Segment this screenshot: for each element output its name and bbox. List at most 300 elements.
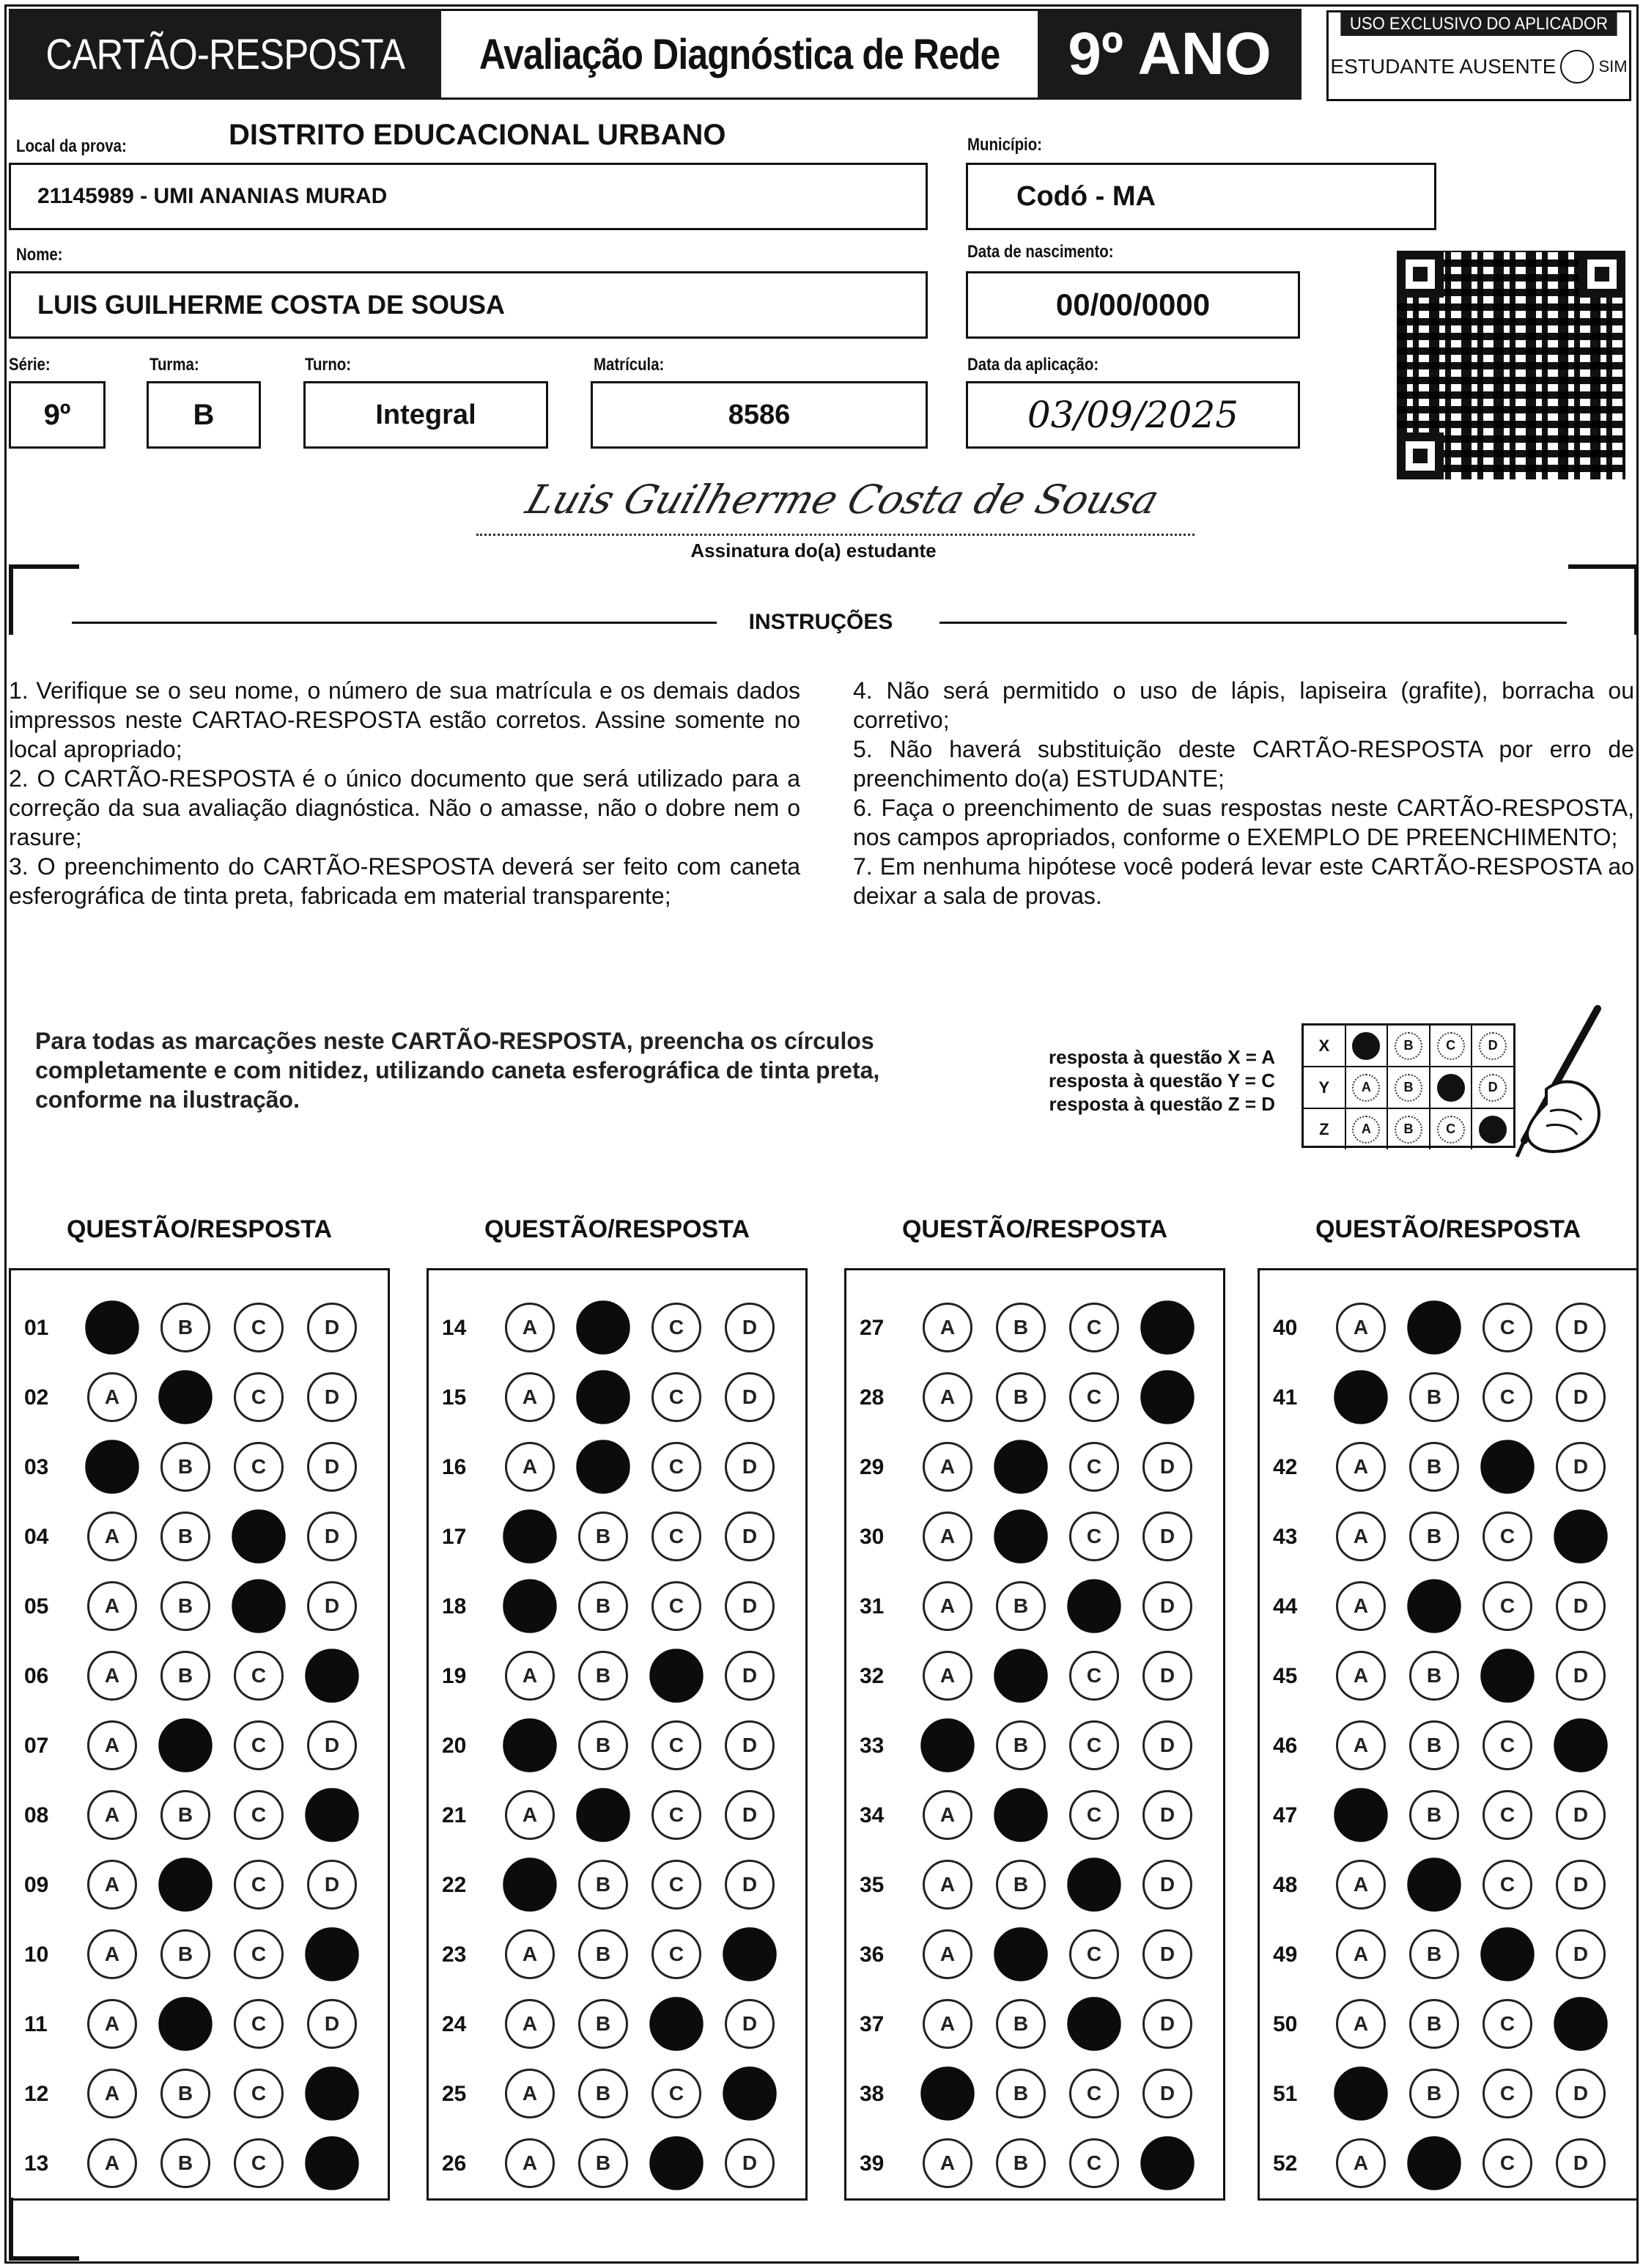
answer-bubble[interactable]: A (87, 1929, 137, 1979)
answer-bubble[interactable]: A (87, 2069, 137, 2118)
question-number: 42 (1273, 1455, 1298, 1479)
answer-bubble[interactable]: C (234, 1790, 284, 1840)
answer-bubble[interactable]: C (1069, 2138, 1119, 2188)
answer-bubble[interactable]: A (505, 1372, 555, 1422)
serie-label: Série: (9, 355, 51, 375)
answer-bubble[interactable]: A (87, 1720, 137, 1770)
question-number: 06 (24, 1664, 49, 1688)
answer-bubble[interactable]: A (1336, 1512, 1386, 1561)
answer-bubble[interactable]: D (307, 1512, 357, 1561)
answer-bubble[interactable]: B (1409, 1999, 1459, 2049)
matricula-label: Matrícula: (594, 355, 665, 375)
answer-bubble-filled[interactable] (994, 1440, 1047, 1493)
answer-bubble[interactable]: C (651, 1929, 701, 1979)
answer-bubble[interactable]: D (1142, 1442, 1192, 1492)
answer-bubble[interactable]: C (1069, 2069, 1119, 2118)
answer-bubble-filled[interactable] (158, 1370, 212, 1424)
answer-bubble[interactable]: D (1142, 1790, 1192, 1840)
example-bubble: A (1352, 1116, 1380, 1144)
answer-bubble-filled[interactable] (1407, 1300, 1461, 1354)
answer-bubble[interactable]: C (234, 1860, 284, 1910)
answer-bubble[interactable]: D (1556, 1790, 1606, 1840)
answer-bubble[interactable]: B (996, 1372, 1046, 1422)
instruction-item: 2. O CARTÃO-RESPOSTA é o único documento que será utilizado para a correção da sua avaliação diagnóstica. Não o amasse, não o dobre nem o rasure; (9, 765, 800, 850)
example-legend (1033, 1045, 1275, 1116)
answer-bubble[interactable]: C (234, 1929, 284, 1979)
local-value: 21145989 - UMI ANANIAS MURAD (37, 184, 388, 208)
answer-bubble[interactable]: C (1069, 1720, 1119, 1770)
answer-bubble-filled[interactable] (503, 1579, 556, 1632)
answer-bubble[interactable]: A (87, 1512, 137, 1561)
answer-bubble[interactable]: A (1336, 2138, 1386, 2188)
answer-bubble[interactable]: B (160, 1581, 210, 1631)
question-number: 27 (860, 1316, 885, 1340)
answer-bubble[interactable]: C (651, 1372, 701, 1422)
answer-bubble[interactable]: C (234, 1303, 284, 1352)
question-number: 38 (860, 2082, 885, 2106)
question-number: 14 (442, 1316, 467, 1340)
question-row (11, 1926, 388, 1985)
answer-bubble[interactable]: D (1556, 1303, 1606, 1352)
column-title: QUESTÃO/RESPOSTA (901, 1215, 1168, 1243)
answer-bubble[interactable]: A (87, 1372, 137, 1422)
answer-bubble[interactable]: A (923, 1372, 972, 1422)
answer-bubble[interactable]: C (651, 2069, 701, 2118)
answer-bubble[interactable]: A (505, 1651, 555, 1701)
question-row (11, 1369, 388, 1428)
answer-bubble[interactable]: B (578, 2138, 628, 2188)
question-number: 40 (1273, 1316, 1298, 1340)
example-cell (1430, 1067, 1473, 1108)
answer-bubble[interactable]: A (87, 1581, 137, 1631)
question-row (11, 1578, 388, 1637)
answer-column (844, 1268, 1225, 2201)
applicator-title: USO EXCLUSIVO DO APLICADOR (1340, 12, 1617, 36)
answer-bubble[interactable]: D (1142, 1929, 1192, 1979)
question-row (1260, 1717, 1636, 1776)
answer-bubble[interactable]: C (1483, 1720, 1532, 1770)
answer-bubble[interactable]: D (725, 2138, 775, 2188)
answer-bubble[interactable]: A (923, 1303, 972, 1352)
answer-bubble[interactable]: D (725, 1651, 775, 1701)
answer-bubble[interactable]: D (307, 1720, 357, 1770)
answer-bubble[interactable]: C (1483, 1999, 1532, 2049)
question-number: 07 (24, 1734, 49, 1758)
answer-bubble-filled[interactable] (723, 2066, 776, 2120)
answer-bubble[interactable]: A (923, 1929, 972, 1979)
answer-bubble[interactable]: B (578, 2069, 628, 2118)
answer-bubble-filled[interactable] (503, 1718, 556, 1772)
question-number: 51 (1273, 2082, 1298, 2106)
answer-bubble[interactable]: D (1556, 1442, 1606, 1492)
serie-field (9, 381, 106, 449)
answer-bubble[interactable]: C (1069, 1442, 1119, 1492)
question-number: 10 (24, 1943, 49, 1967)
answer-bubble[interactable]: D (725, 1512, 775, 1561)
question-number: 05 (24, 1594, 49, 1619)
question-row (1260, 2135, 1636, 2194)
answer-bubble[interactable]: D (1142, 1651, 1192, 1701)
answer-bubble-filled[interactable] (1480, 1649, 1534, 1702)
answer-bubble[interactable]: A (505, 1790, 555, 1840)
question-number: 37 (860, 2012, 885, 2036)
qr-finder-tl (1397, 251, 1444, 298)
example-bubble: A (1352, 1074, 1380, 1102)
answer-bubble[interactable]: C (1483, 1372, 1532, 1422)
answer-bubble[interactable]: B (578, 1581, 628, 1631)
aplicacao-label: Data da aplicação: (967, 355, 1099, 375)
answer-bubble[interactable]: A (1336, 1651, 1386, 1701)
answer-bubble[interactable]: C (234, 2069, 284, 2118)
answer-bubble-filled[interactable] (305, 2066, 358, 2120)
turma-label: Turma: (149, 355, 199, 375)
answer-bubble[interactable]: B (996, 1860, 1046, 1910)
answer-bubble[interactable]: B (996, 1720, 1046, 1770)
question-row (429, 1648, 805, 1706)
answer-bubble-filled[interactable] (920, 2066, 974, 2120)
answer-bubble[interactable]: A (1336, 1860, 1386, 1910)
column-title: QUESTÃO/RESPOSTA (1315, 1215, 1581, 1243)
answer-bubble[interactable]: B (578, 1651, 628, 1701)
answer-bubble-filled[interactable] (158, 1858, 212, 1911)
question-number: 30 (860, 1525, 885, 1549)
example-bubble (1352, 1032, 1380, 1060)
header-subtitle: Avaliação Diagnóstica de Rede (479, 30, 1000, 78)
answer-bubble[interactable]: A (923, 1860, 972, 1910)
answer-bubble[interactable]: C (1069, 1929, 1119, 1979)
question-row (429, 1787, 805, 1846)
answer-bubble[interactable]: C (1483, 1860, 1532, 1910)
answer-bubble-filled[interactable] (994, 1509, 1047, 1563)
instructions-left (9, 676, 800, 910)
question-row (1260, 1300, 1636, 1358)
answer-bubble[interactable]: D (307, 1999, 357, 2049)
answer-bubble-filled[interactable] (1067, 1858, 1120, 1911)
answer-bubble[interactable]: D (307, 1372, 357, 1422)
question-number: 33 (860, 1734, 885, 1758)
answer-bubble[interactable]: A (505, 1999, 555, 2049)
answer-bubble-filled[interactable] (920, 1718, 974, 1772)
answer-bubble-filled[interactable] (723, 1927, 776, 1981)
answer-bubble[interactable]: C (1483, 2138, 1532, 2188)
question-number: 09 (24, 1873, 49, 1897)
answer-bubble-filled[interactable] (1334, 1370, 1387, 1424)
answer-bubble[interactable]: B (160, 1303, 210, 1352)
example-bubble: C (1437, 1032, 1465, 1060)
answer-bubble[interactable]: B (578, 1720, 628, 1770)
answer-bubble-filled[interactable] (576, 1788, 629, 1841)
answer-bubble[interactable]: B (160, 1790, 210, 1840)
answer-bubble[interactable]: B (1409, 1720, 1459, 1770)
answer-bubble-filled[interactable] (85, 1300, 139, 1354)
answer-bubble[interactable]: A (505, 1442, 555, 1492)
question-number: 13 (24, 2151, 49, 2176)
question-row (1260, 1369, 1636, 1428)
answer-bubble[interactable]: D (1142, 1512, 1192, 1561)
example-cell (1388, 1026, 1430, 1066)
answer-bubble[interactable]: A (505, 1929, 555, 1979)
answer-bubble[interactable]: A (923, 1442, 972, 1492)
corner-mark-tr (1568, 564, 1639, 635)
answer-bubble[interactable]: B (1409, 1929, 1459, 1979)
answer-bubble-filled[interactable] (1480, 1927, 1534, 1981)
question-row (846, 1717, 1223, 1776)
answer-bubble[interactable]: A (87, 1790, 137, 1840)
answer-bubble-filled[interactable] (576, 1300, 629, 1354)
aplicacao-field (966, 381, 1300, 449)
pen-hand-illustration (1495, 1001, 1605, 1177)
answer-bubble[interactable]: C (651, 1860, 701, 1910)
question-number: 15 (442, 1385, 467, 1410)
answer-bubble-filled[interactable] (305, 1649, 358, 1702)
answer-bubble-filled[interactable] (649, 1997, 703, 2050)
answer-bubble[interactable]: D (1556, 2138, 1606, 2188)
answer-bubble-filled[interactable] (1554, 1718, 1607, 1772)
question-number: 02 (24, 1385, 49, 1410)
answer-bubble[interactable]: A (87, 1999, 137, 2049)
answer-bubble-filled[interactable] (305, 1927, 358, 1981)
answer-bubble[interactable]: C (651, 1581, 701, 1631)
answer-bubble[interactable]: D (1142, 1999, 1192, 2049)
answer-bubble[interactable]: D (1142, 1860, 1192, 1910)
question-row (429, 1996, 805, 2055)
example-line: resposta à questão X = A (1049, 1046, 1275, 1068)
question-row (429, 1578, 805, 1637)
answer-bubble-filled[interactable] (1140, 1370, 1194, 1424)
question-row (1260, 1857, 1636, 1915)
answer-bubble[interactable]: A (87, 1860, 137, 1910)
answer-bubble[interactable]: D (1142, 1720, 1192, 1770)
answer-bubble[interactable]: B (160, 1651, 210, 1701)
aplicacao-value: 03/09/2025 (1027, 394, 1239, 436)
answer-bubble[interactable]: B (578, 1512, 628, 1561)
answer-bubble[interactable]: A (923, 1581, 972, 1631)
answer-bubble-filled[interactable] (1480, 1440, 1534, 1493)
answer-bubble[interactable]: C (651, 1720, 701, 1770)
question-number: 39 (860, 2151, 885, 2176)
answer-bubble[interactable]: B (578, 1929, 628, 1979)
answer-bubble[interactable]: D (1556, 2069, 1606, 2118)
answer-bubble-filled[interactable] (994, 1788, 1047, 1841)
absent-row (1329, 36, 1629, 97)
answer-bubble[interactable]: C (1069, 1790, 1119, 1840)
answer-bubble[interactable]: B (1409, 1651, 1459, 1701)
answer-bubble[interactable]: D (1556, 1581, 1606, 1631)
turno-field (303, 381, 548, 449)
question-row (846, 1787, 1223, 1846)
answer-bubble[interactable]: B (1409, 1372, 1459, 1422)
answer-bubble[interactable]: C (1483, 1303, 1532, 1352)
answer-bubble[interactable]: C (1483, 1790, 1532, 1840)
answer-bubble[interactable]: C (1483, 1512, 1532, 1561)
question-number: 23 (442, 1943, 467, 1967)
answer-bubble[interactable]: D (307, 1442, 357, 1492)
answer-bubble-filled[interactable] (1334, 2066, 1387, 2120)
answer-bubble[interactable]: C (1069, 1512, 1119, 1561)
example-bubble: D (1479, 1032, 1507, 1060)
municipio-field (966, 163, 1436, 230)
answer-bubble[interactable]: C (651, 1790, 701, 1840)
answer-bubble[interactable]: A (87, 1651, 137, 1701)
answer-bubble[interactable]: D (725, 1790, 775, 1840)
answer-bubble-filled[interactable] (305, 2136, 358, 2190)
answer-bubble[interactable]: A (1336, 1999, 1386, 2049)
question-row (846, 1648, 1223, 1706)
answer-bubble[interactable]: C (1483, 2069, 1532, 2118)
answer-bubble[interactable]: C (234, 1372, 284, 1422)
answer-bubble[interactable]: D (725, 1372, 775, 1422)
answer-bubble[interactable]: D (307, 1581, 357, 1631)
answer-bubble[interactable]: A (1336, 1581, 1386, 1631)
answer-bubble[interactable]: B (160, 1512, 210, 1561)
answer-bubble[interactable]: B (578, 1999, 628, 2049)
answer-bubble[interactable]: A (923, 2138, 972, 2188)
question-number: 18 (442, 1594, 467, 1619)
answer-bubble[interactable]: C (234, 1651, 284, 1701)
answer-bubble[interactable]: B (160, 1929, 210, 1979)
answer-bubble[interactable]: D (725, 1581, 775, 1631)
answer-bubble[interactable]: D (725, 1442, 775, 1492)
answer-bubble-filled[interactable] (1067, 1997, 1120, 2050)
question-number: 08 (24, 1803, 49, 1827)
answer-bubble[interactable]: C (234, 1720, 284, 1770)
answer-bubble-filled[interactable] (994, 1927, 1047, 1981)
answer-bubble[interactable]: A (505, 2069, 555, 2118)
question-number: 03 (24, 1455, 49, 1479)
answer-bubble[interactable]: C (1069, 1651, 1119, 1701)
example-bubble: C (1437, 1116, 1465, 1144)
answer-bubble-filled[interactable] (305, 1788, 358, 1841)
answer-bubble-filled[interactable] (158, 1997, 212, 2050)
answer-bubble-filled[interactable] (503, 1858, 556, 1911)
example-row-label: X (1304, 1026, 1346, 1066)
answer-bubble[interactable]: A (1336, 1720, 1386, 1770)
answer-bubble-filled[interactable] (1140, 2136, 1194, 2190)
signature-label: Assinatura do(a) estudante (690, 540, 937, 562)
answer-bubble[interactable]: A (87, 2138, 137, 2188)
answer-bubble[interactable]: B (578, 1860, 628, 1910)
question-row (846, 1857, 1223, 1915)
question-row (1260, 1439, 1636, 1498)
answer-bubble[interactable]: B (160, 1442, 210, 1492)
answer-bubble[interactable]: B (996, 1581, 1046, 1631)
answer-bubble[interactable]: D (1142, 1581, 1192, 1631)
answer-bubble[interactable]: C (234, 2138, 284, 2188)
answer-bubble[interactable]: C (1069, 1372, 1119, 1422)
example-cell (1346, 1026, 1389, 1066)
question-row (11, 2135, 388, 2194)
answer-bubble[interactable]: D (725, 1999, 775, 2049)
answer-bubble[interactable]: D (725, 1860, 775, 1910)
example-bubble: B (1395, 1032, 1422, 1060)
answer-bubble[interactable]: B (1409, 1512, 1459, 1561)
question-row (429, 2066, 805, 2124)
answer-bubble[interactable]: B (1409, 2069, 1459, 2118)
absent-yes-label: SIM (1598, 57, 1628, 76)
answer-bubble[interactable]: B (996, 2138, 1046, 2188)
question-number: 28 (860, 1385, 885, 1410)
example-row (1304, 1026, 1513, 1067)
answer-bubble-filled[interactable] (1067, 1579, 1120, 1632)
answer-bubble-filled[interactable] (576, 1440, 629, 1493)
answer-bubble[interactable]: A (923, 1790, 972, 1840)
answer-bubble-filled[interactable] (1140, 1300, 1194, 1354)
example-row-label: Y (1304, 1067, 1346, 1108)
grade-badge: 9º ANO (1068, 21, 1271, 87)
answer-bubble-filled[interactable] (1334, 1788, 1387, 1841)
answer-bubble-filled[interactable] (503, 1509, 556, 1563)
answer-bubble-filled[interactable] (1554, 1509, 1607, 1563)
answer-bubble[interactable]: C (651, 1303, 701, 1352)
answer-bubble[interactable]: C (1483, 1581, 1532, 1631)
answer-bubble[interactable]: D (1142, 2069, 1192, 2118)
answer-bubble[interactable]: D (307, 1303, 357, 1352)
answer-bubble-filled[interactable] (649, 2136, 703, 2190)
question-number: 31 (860, 1594, 885, 1619)
answer-bubble[interactable]: B (996, 1303, 1046, 1352)
answer-bubble-filled[interactable] (1407, 1858, 1461, 1911)
answer-bubble[interactable]: D (1556, 1929, 1606, 1979)
question-row (429, 2135, 805, 2194)
question-number: 48 (1273, 1873, 1298, 1897)
answer-bubble[interactable]: B (1409, 1442, 1459, 1492)
answer-bubble-filled[interactable] (232, 1579, 285, 1632)
answer-bubble-filled[interactable] (232, 1509, 285, 1563)
absent-bubble[interactable] (1560, 50, 1594, 84)
answer-bubble[interactable]: A (1336, 1303, 1386, 1352)
absent-label: ESTUDANTE AUSENTE (1330, 55, 1557, 78)
answer-bubble[interactable]: C (651, 1442, 701, 1492)
question-number: 45 (1273, 1664, 1298, 1688)
answer-bubble-filled[interactable] (649, 1649, 703, 1702)
answer-bubble[interactable]: B (160, 2069, 210, 2118)
answer-bubble[interactable]: A (1336, 1929, 1386, 1979)
question-number: 50 (1273, 2012, 1298, 2036)
answer-bubble[interactable]: A (505, 1303, 555, 1352)
answer-bubble[interactable]: D (725, 1720, 775, 1770)
answer-bubble[interactable]: D (1556, 1651, 1606, 1701)
answer-bubble-filled[interactable] (1407, 1579, 1461, 1632)
question-number: 24 (442, 2012, 467, 2036)
answer-bubble[interactable]: C (1069, 1303, 1119, 1352)
answer-bubble[interactable]: C (651, 1512, 701, 1561)
answer-bubble[interactable]: A (923, 1512, 972, 1561)
answer-bubble[interactable]: D (1556, 1860, 1606, 1910)
answer-bubble[interactable]: B (1409, 1790, 1459, 1840)
answer-bubble-filled[interactable] (158, 1718, 212, 1772)
answer-bubble-filled[interactable] (1407, 2136, 1461, 2190)
answer-bubble[interactable]: B (160, 2138, 210, 2188)
answer-bubble-filled[interactable] (994, 1649, 1047, 1702)
question-row (846, 1369, 1223, 1428)
answer-bubble[interactable]: C (234, 1999, 284, 2049)
answer-bubble[interactable]: D (1556, 1372, 1606, 1422)
example-row (1304, 1067, 1513, 1109)
answer-bubble[interactable]: D (307, 1860, 357, 1910)
answer-bubble[interactable]: A (923, 1651, 972, 1701)
answer-bubble-filled[interactable] (1554, 1997, 1607, 2050)
answer-bubble-filled[interactable] (576, 1370, 629, 1424)
answer-bubble[interactable]: B (996, 2069, 1046, 2118)
answer-bubble[interactable]: D (725, 1303, 775, 1352)
question-number: 22 (442, 1873, 467, 1897)
answer-bubble-filled[interactable] (85, 1440, 139, 1493)
answer-bubble[interactable]: B (996, 1999, 1046, 2049)
answer-bubble[interactable]: A (923, 1999, 972, 2049)
answer-bubble[interactable]: C (234, 1442, 284, 1492)
answer-bubble[interactable]: A (1336, 1442, 1386, 1492)
answer-bubble[interactable]: A (505, 2138, 555, 2188)
